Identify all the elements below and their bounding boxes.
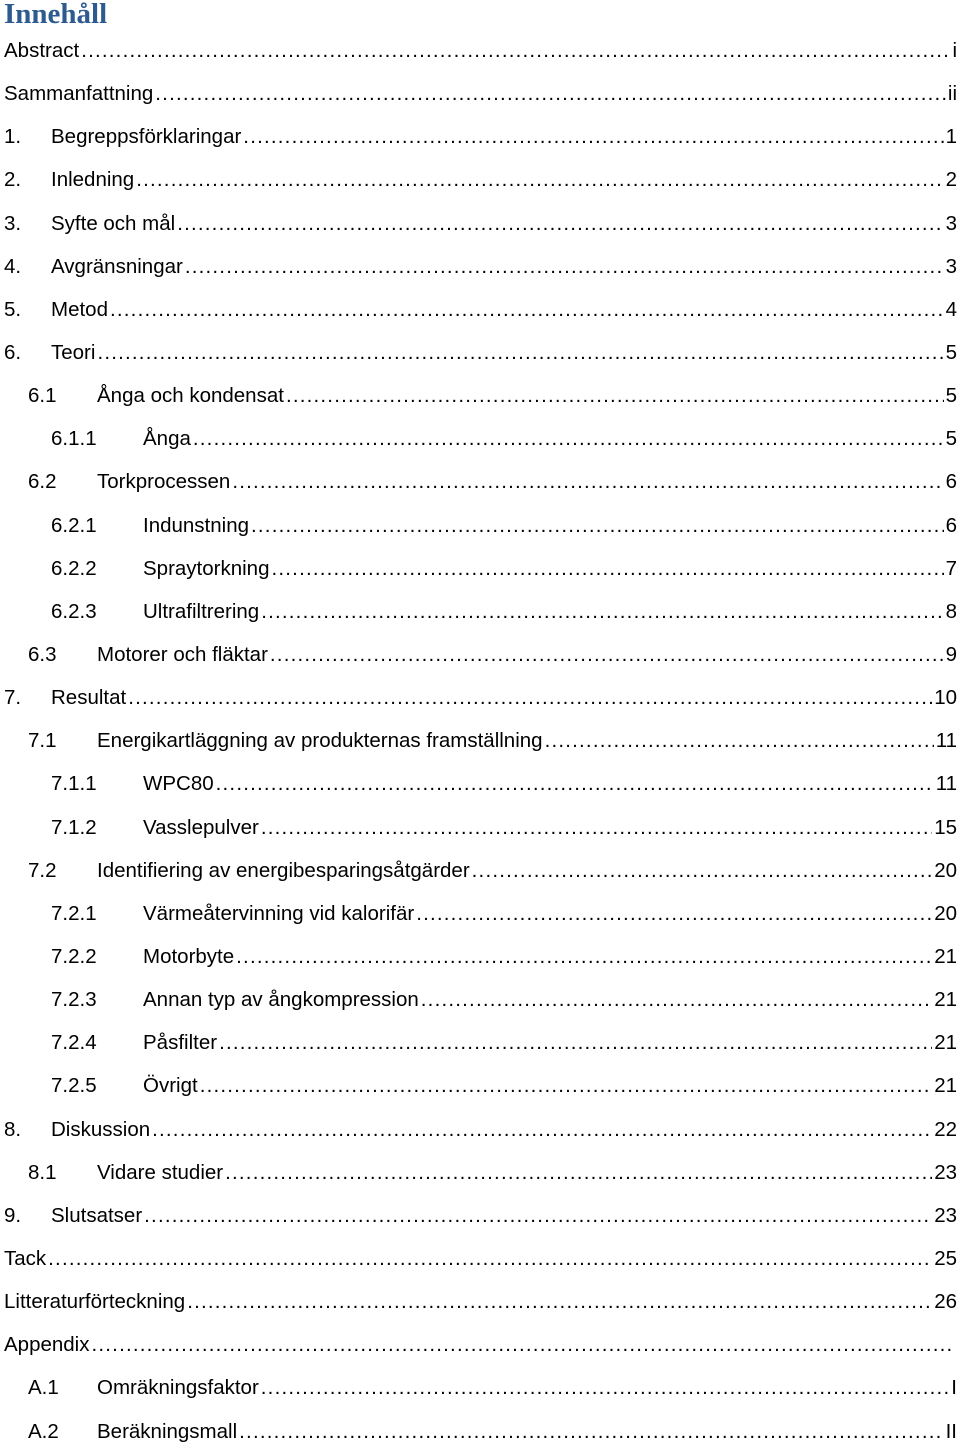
toc-entry[interactable]: [0, 633, 960, 676]
toc-entry-label[interactable]: Spraytorkning: [143, 556, 270, 580]
toc-dot-leader: [219, 1021, 932, 1064]
toc-entry[interactable]: [0, 547, 960, 590]
toc-entry-page-number[interactable]: 22: [934, 1117, 957, 1141]
toc-entry-page-number[interactable]: 5: [945, 340, 957, 364]
toc-entry-number: 6.2: [28, 470, 57, 494]
toc-entry-label[interactable]: Indunstning: [143, 513, 250, 537]
toc-entry-label[interactable]: WPC80: [143, 772, 214, 796]
toc-entry-label[interactable]: Inledning: [51, 168, 135, 192]
toc-entry-number: 2.: [4, 168, 22, 192]
toc-entry[interactable]: [0, 115, 960, 158]
toc-entry-number: 6.1.1: [51, 427, 97, 451]
toc-entry-number: 9.: [4, 1203, 22, 1227]
toc-entry-label[interactable]: Syfte och mål: [51, 211, 176, 235]
toc-entry[interactable]: [0, 72, 960, 115]
toc-entry[interactable]: [0, 1237, 960, 1280]
toc-entry-page-number[interactable]: 21: [934, 944, 957, 968]
toc-dot-leader: [48, 1237, 932, 1280]
toc-dot-leader: [270, 633, 944, 676]
toc-entry-page-number[interactable]: 21: [934, 988, 957, 1012]
toc-entry-page-number[interactable]: i: [952, 39, 957, 62]
toc-entry-label[interactable]: Diskussion: [51, 1117, 151, 1141]
toc-entry-page-number[interactable]: 4: [945, 297, 957, 321]
toc-entry-number: 8.: [4, 1117, 22, 1141]
toc-dot-leader: [144, 1194, 932, 1237]
toc-dot-leader: [187, 1280, 932, 1323]
toc-entry-label[interactable]: Omräkningsfaktor: [97, 1376, 259, 1400]
toc-entry-label[interactable]: Annan typ av ångkompression: [143, 988, 419, 1012]
toc-entry-label[interactable]: Metod: [51, 297, 108, 321]
toc-entry-label[interactable]: Motorer och fläktar: [97, 642, 268, 666]
toc-entry[interactable]: [0, 1323, 960, 1366]
toc-entry-page-number[interactable]: 23: [934, 1160, 957, 1184]
toc-dot-leader: [232, 460, 943, 503]
toc-dot-leader: [81, 29, 950, 72]
toc-entry[interactable]: [0, 1021, 960, 1064]
toc-dot-leader: [472, 849, 933, 892]
toc-dot-leader: [545, 719, 934, 762]
toc-entry-number: 7.2: [28, 858, 57, 882]
toc-dot-leader: [110, 288, 944, 331]
toc-entry-label[interactable]: Begreppsförklaringar: [51, 125, 242, 149]
toc-entry-page-number[interactable]: II: [945, 1419, 957, 1443]
toc-dot-leader: [136, 158, 943, 201]
toc-entry[interactable]: [0, 29, 960, 72]
toc-entry-label[interactable]: Identifiering av energibesparingsåtgärder: [97, 858, 470, 882]
toc-entry-number: 5.: [4, 297, 22, 321]
toc-entry-number: 6.2.3: [51, 599, 97, 623]
toc-dot-leader: [261, 590, 943, 633]
toc-entry-label[interactable]: Appendix: [4, 1333, 90, 1357]
toc-entry-label[interactable]: Abstract: [4, 39, 80, 62]
toc-entry[interactable]: [0, 331, 960, 374]
toc-entry-page-number[interactable]: 15: [934, 815, 957, 839]
toc-dot-leader: [155, 72, 946, 115]
toc-dot-leader: [91, 1323, 955, 1366]
toc-entry-label[interactable]: Övrigt: [143, 1074, 198, 1098]
toc-dot-leader: [177, 202, 943, 245]
toc-entry-number: 4.: [4, 254, 22, 278]
toc-dot-leader: [200, 1064, 933, 1107]
toc-entry-page-number[interactable]: I: [951, 1376, 957, 1400]
toc-entry-page-number[interactable]: 5: [945, 384, 957, 408]
toc-entry-number: 7.1.2: [51, 815, 97, 839]
toc-entry[interactable]: [0, 806, 960, 849]
toc-entry[interactable]: [0, 374, 960, 417]
toc-dot-leader: [128, 676, 932, 719]
toc-entry[interactable]: [0, 1280, 960, 1323]
toc-entry-label[interactable]: Påsfilter: [143, 1031, 218, 1055]
toc-entry[interactable]: [0, 1366, 960, 1409]
toc-entry[interactable]: [0, 202, 960, 245]
toc-entry-page-number[interactable]: 25: [934, 1246, 957, 1270]
toc-entry-page-number[interactable]: 11: [935, 772, 957, 796]
toc-entry-label[interactable]: Avgränsningar: [51, 254, 183, 278]
toc-entry[interactable]: [0, 719, 960, 762]
toc-entry[interactable]: [0, 1151, 960, 1194]
toc-entry[interactable]: [0, 935, 960, 978]
toc-entry-page-number[interactable]: 2: [945, 168, 957, 192]
toc-entry[interactable]: [0, 288, 960, 331]
toc-dot-leader: [216, 762, 934, 805]
toc-entry-number: 1.: [4, 125, 22, 149]
toc-entry-label[interactable]: Teori: [51, 340, 96, 364]
toc-entry-label[interactable]: Vasslepulver: [143, 815, 259, 839]
toc-entry-page-number[interactable]: 3: [945, 254, 957, 278]
toc-entry-label[interactable]: Slutsatser: [51, 1203, 143, 1227]
toc-entry-page-number[interactable]: 20: [934, 901, 957, 925]
toc-entry-number: 6.3: [28, 642, 57, 666]
toc-entry-number: 3.: [4, 211, 22, 235]
toc-entry-label[interactable]: Motorbyte: [143, 944, 235, 968]
toc-entry-number: 7.2.3: [51, 988, 97, 1012]
toc-entry[interactable]: [0, 762, 960, 805]
toc-entry-page-number[interactable]: 21: [934, 1031, 957, 1055]
toc-entry-label[interactable]: Resultat: [51, 686, 127, 710]
toc-entry-number: 8.1: [28, 1160, 57, 1184]
toc-dot-leader: [152, 1108, 932, 1151]
toc-entry-label[interactable]: Ånga: [143, 427, 191, 451]
toc-dot-leader: [97, 331, 943, 374]
toc-dot-leader: [193, 417, 944, 460]
toc-dot-leader: [225, 1151, 932, 1194]
toc-entry[interactable]: [0, 849, 960, 892]
toc-entry[interactable]: [0, 978, 960, 1021]
toc-entry[interactable]: [0, 676, 960, 719]
toc-entry-page-number[interactable]: 26: [934, 1290, 957, 1314]
toc-entry[interactable]: [0, 504, 960, 547]
toc-dot-leader: [239, 1410, 943, 1453]
toc-entry[interactable]: [0, 1108, 960, 1151]
toc-dot-leader: [416, 892, 932, 935]
toc-entry[interactable]: [0, 1410, 960, 1453]
toc-dot-leader: [421, 978, 932, 1021]
toc-entry-label[interactable]: Beräkningsmall: [97, 1419, 238, 1443]
toc-entry-label[interactable]: Energikartläggning av produkternas framställning: [97, 729, 543, 753]
toc-entry-page-number[interactable]: 7: [945, 556, 957, 580]
toc-entry-page-number[interactable]: 11: [935, 729, 957, 753]
toc-entry[interactable]: [0, 158, 960, 201]
toc-entry-number: 6.: [4, 340, 22, 364]
toc-entry[interactable]: [0, 892, 960, 935]
toc-entry-number: 6.2.2: [51, 556, 97, 580]
toc-dot-leader: [261, 1366, 950, 1409]
toc-entry[interactable]: [0, 1064, 960, 1107]
toc-entry-number: 7.1: [28, 729, 57, 753]
toc-entry-label[interactable]: Ånga och kondensat: [97, 384, 284, 408]
table-of-contents: [0, 29, 960, 1453]
page-title: Innehåll: [4, 0, 108, 30]
toc-entry-page-number[interactable]: 8: [945, 599, 957, 623]
toc-entry-label[interactable]: Värmeåtervinning vid kalorifär: [143, 901, 415, 925]
toc-entry-number: 7.2.1: [51, 901, 97, 925]
toc-entry-number: 7.2.4: [51, 1031, 97, 1055]
toc-entry-number: 7.: [4, 686, 22, 710]
toc-entry-page-number[interactable]: ii: [947, 82, 957, 106]
toc-entry[interactable]: [0, 1194, 960, 1237]
toc-entry-page-number[interactable]: 1: [945, 125, 957, 149]
toc-entry-number: A.2: [28, 1419, 59, 1443]
toc-entry-number: 6.2.1: [51, 513, 97, 537]
toc-entry-number: 7.2.5: [51, 1074, 97, 1098]
toc-entry-label[interactable]: Litteraturförteckning: [4, 1290, 186, 1314]
toc-dot-leader: [261, 806, 932, 849]
toc-entry-number: 6.1: [28, 384, 57, 408]
toc-entry-page-number[interactable]: 10: [934, 686, 957, 710]
toc-dot-leader: [236, 935, 932, 978]
toc-entry[interactable]: [0, 245, 960, 288]
toc-entry-label[interactable]: Torkprocessen: [97, 470, 231, 494]
toc-dot-leader: [286, 374, 944, 417]
toc-entry-label[interactable]: Tack: [4, 1246, 47, 1270]
toc-entry-number: A.1: [28, 1376, 59, 1400]
toc-entry-label[interactable]: Sammanfattning: [4, 82, 154, 106]
toc-entry-page-number[interactable]: 23: [934, 1203, 957, 1227]
toc-dot-leader: [243, 115, 943, 158]
toc-entry-label[interactable]: Ultrafiltrering: [143, 599, 260, 623]
toc-dot-leader: [271, 547, 943, 590]
toc-entry-page-number[interactable]: 6: [945, 470, 957, 494]
toc-entry-page-number[interactable]: 6: [945, 513, 957, 537]
toc-entry[interactable]: [0, 417, 960, 460]
toc-entry[interactable]: [0, 590, 960, 633]
toc-entry-label[interactable]: Vidare studier: [97, 1160, 224, 1184]
toc-entry[interactable]: [0, 460, 960, 503]
toc-entry-number: 7.2.2: [51, 944, 97, 968]
toc-entry-page-number[interactable]: 9: [945, 642, 957, 666]
toc-entry-number: 7.1.1: [51, 772, 97, 796]
toc-dot-leader: [185, 245, 944, 288]
toc-entry-page-number[interactable]: 20: [934, 858, 957, 882]
toc-dot-leader: [251, 504, 944, 547]
toc-entry-page-number[interactable]: 5: [945, 427, 957, 451]
toc-entry-page-number[interactable]: 21: [934, 1074, 957, 1098]
toc-entry-page-number[interactable]: 3: [945, 211, 957, 235]
